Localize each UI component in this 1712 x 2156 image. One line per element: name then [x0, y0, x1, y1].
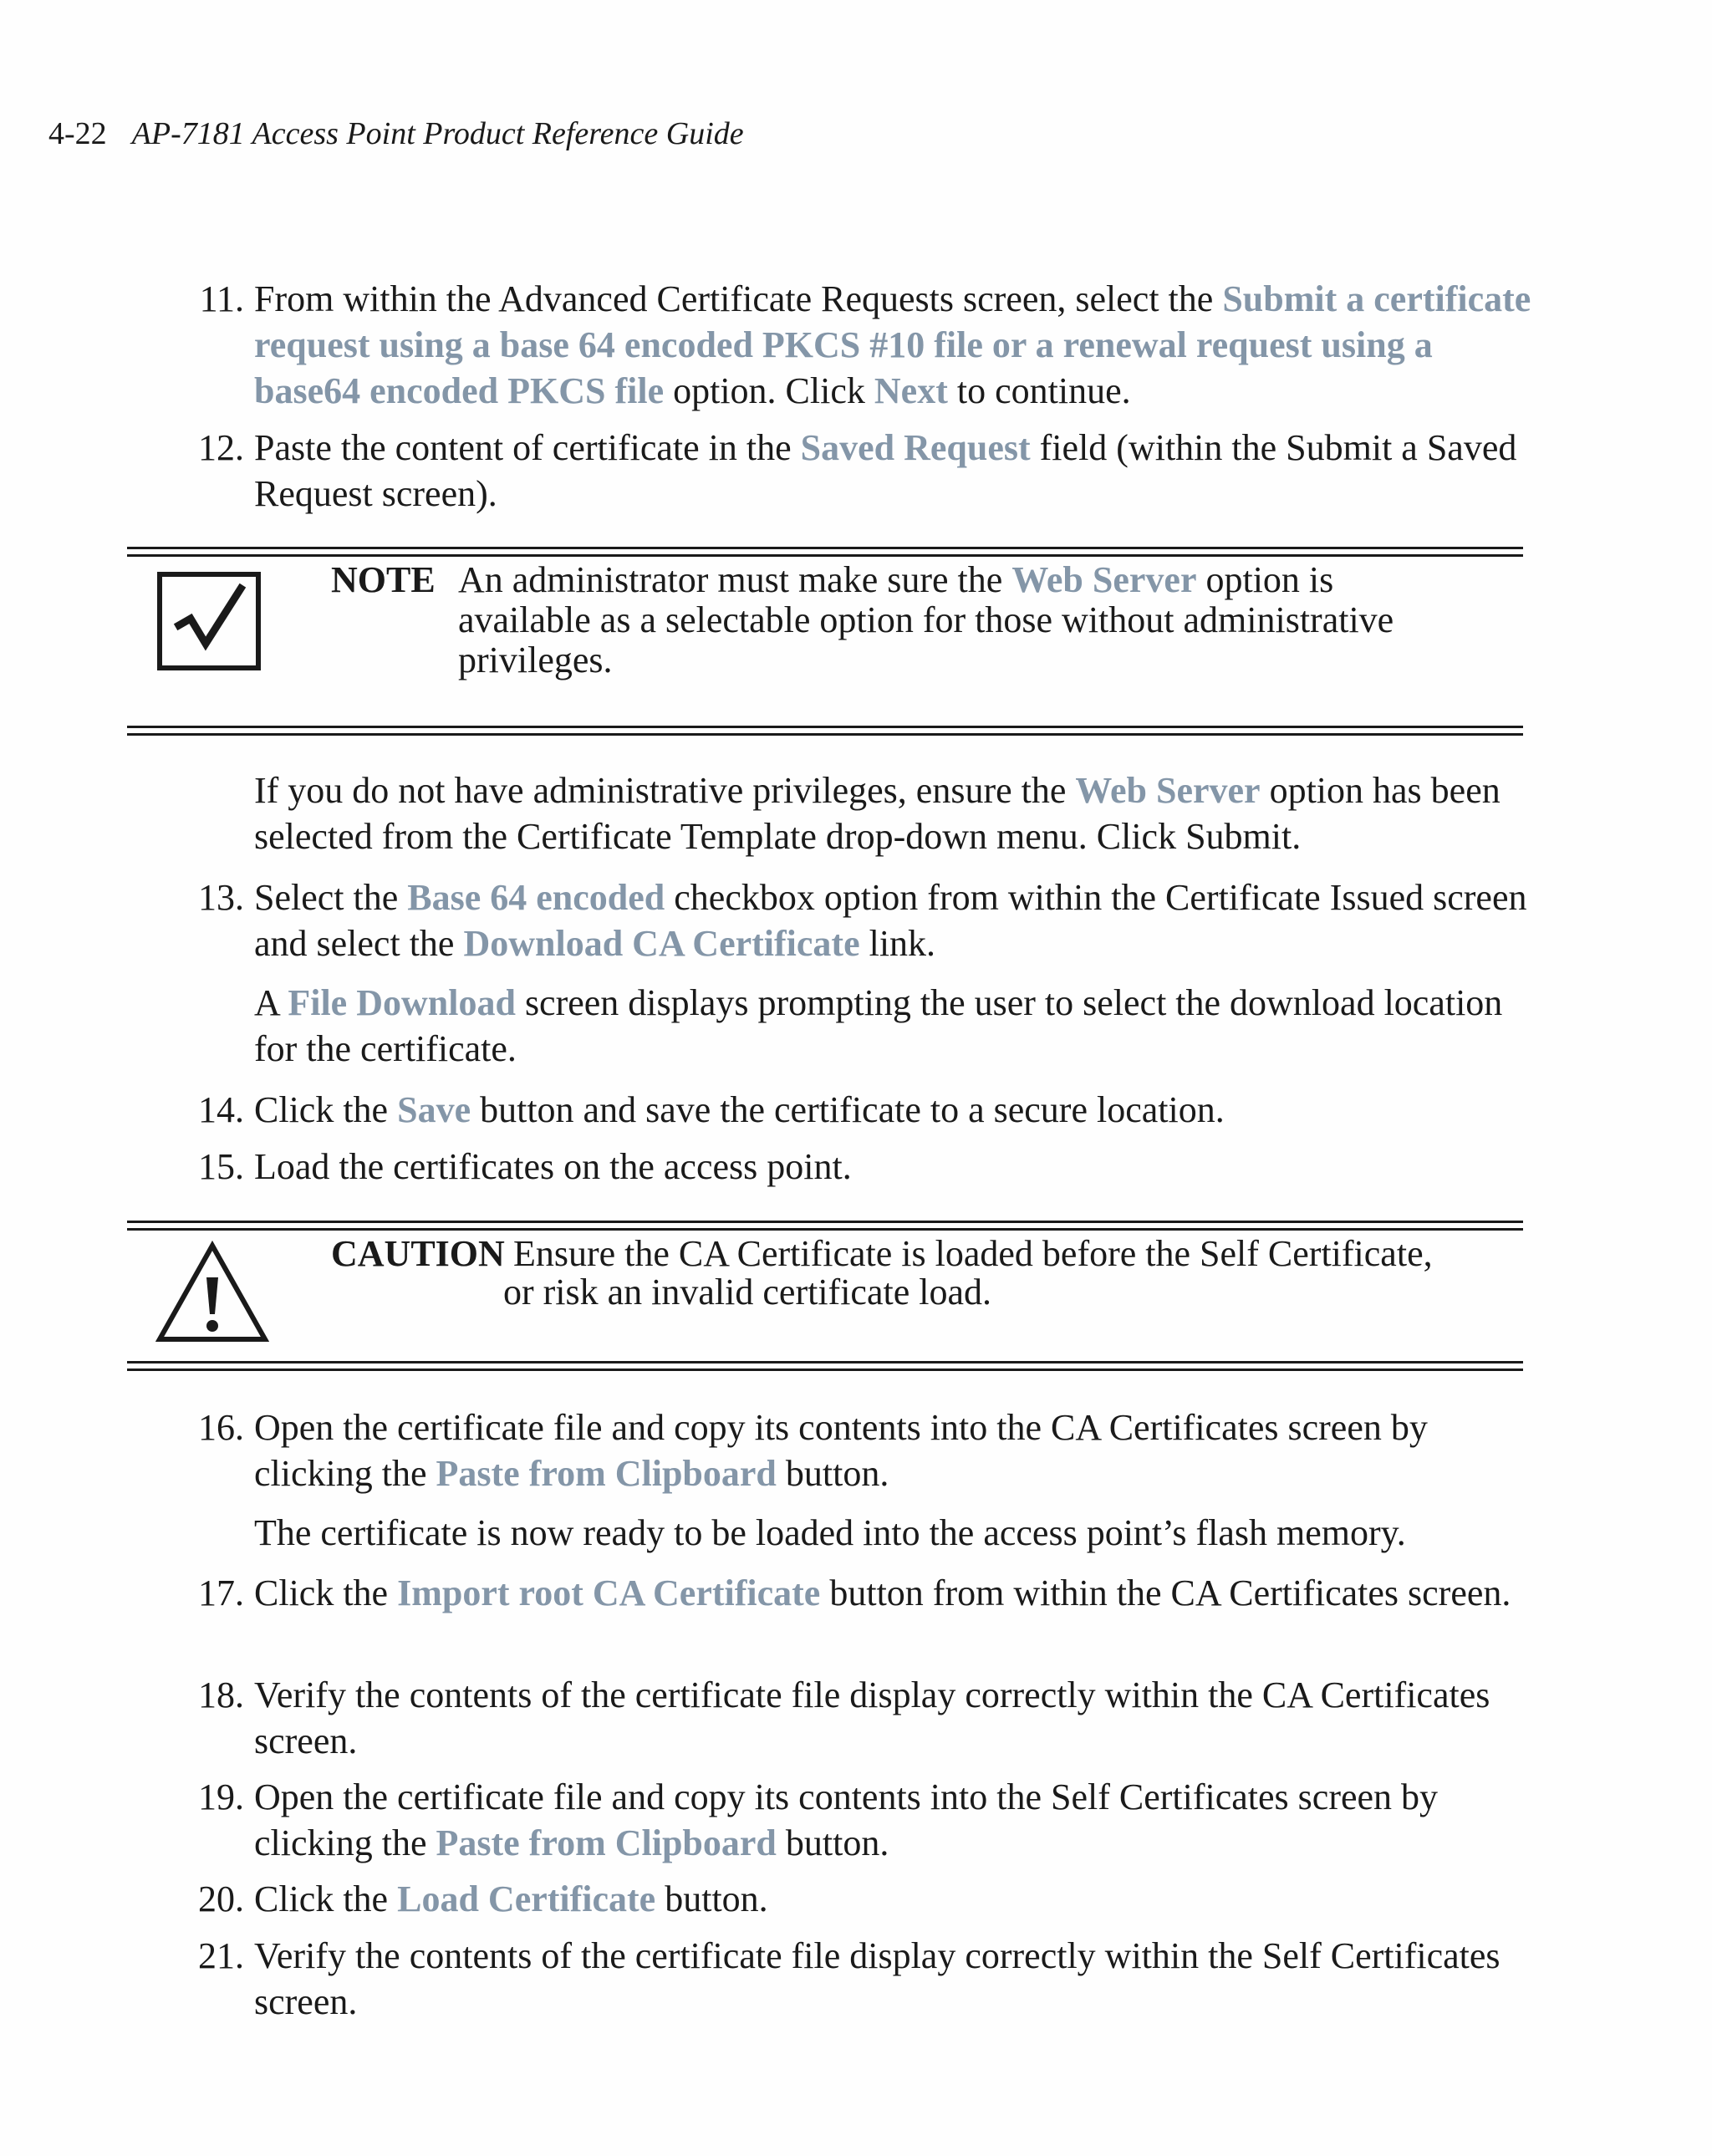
ui-reference: Paste from Clipboard: [436, 1453, 777, 1494]
ui-reference: Next: [874, 370, 948, 411]
note-top-rule: [127, 547, 1523, 557]
guide-title: AP-7181 Access Point Product Reference Guide: [131, 116, 744, 151]
file-download-paragraph: A File Download screen displays prompting the user to select the download location for the certificate.: [254, 982, 1503, 1069]
step-number: 16.: [198, 1407, 244, 1448]
step-number: 19.: [198, 1776, 244, 1817]
ui-reference: Web Server: [1075, 770, 1261, 811]
caution-label: CAUTION: [331, 1233, 505, 1274]
caution-bottom-rule: [127, 1361, 1523, 1371]
step-text: Paste the content of certificate in the Saved Request field (within the Submit a Saved Request screen).: [254, 427, 1517, 514]
step-text: Click the Save button and save the certificate to a secure location.: [254, 1089, 1225, 1130]
step-number: 11.: [199, 278, 244, 319]
note-label: NOTE: [331, 559, 436, 600]
step-text: Verify the contents of the certificate file display correctly within the CA Certificates screen.: [254, 1674, 1490, 1761]
step-text: Load the certificates on the access point.: [254, 1146, 852, 1187]
step-number: 18.: [198, 1674, 244, 1715]
page-number: 4-22: [48, 116, 107, 151]
step-text: Open the certificate file and copy its contents into the CA Certificates screen by clicking the Paste from Clipboard button.: [254, 1407, 1428, 1494]
admin-paragraph: If you do not have administrative privileges, ensure the Web Server option has been selected from the Certificate Template drop-down menu. Click Submit.: [254, 770, 1501, 857]
caution-text-line-1: Ensure the CA Certificate is loaded before the Self Certificate,: [513, 1233, 1433, 1274]
step-number: 14.: [198, 1089, 244, 1130]
ui-reference: File Download: [288, 982, 516, 1023]
step-number: 12.: [198, 427, 244, 468]
step-text: Select the Base 64 encoded checkbox option from within the Certificate Issued screen and select the Download CA Certificate link.: [254, 877, 1527, 964]
step-number: 13.: [198, 877, 244, 918]
step-text: From within the Advanced Certificate Requests screen, select the Submit a certificate request using a base 64 encoded PKCS #10 file or a renewal request using a base64 encoded PKCS file option. Click Next to continue.: [254, 278, 1531, 411]
ui-reference: Submit a certificate request using a base 64 encoded PKCS #10 file or a renewal request using a base64 encoded PKCS file: [254, 278, 1531, 411]
ui-reference: Saved Request: [800, 427, 1031, 468]
ui-reference: Download CA Certificate: [463, 923, 860, 964]
ui-reference: Import root CA Certificate: [397, 1572, 821, 1613]
step-number: 17.: [198, 1572, 244, 1613]
step-text: Click the Import root CA Certificate button from within the CA Certificates screen.: [254, 1572, 1511, 1613]
ui-reference: Paste from Clipboard: [436, 1822, 777, 1863]
step-text: Verify the contents of the certificate file display correctly within the Self Certificates screen.: [254, 1935, 1501, 2022]
step-text: Click the Load Certificate button.: [254, 1878, 768, 1919]
caution-text-line-2: or risk an invalid certificate load.: [503, 1272, 991, 1312]
step-number: 21.: [198, 1935, 244, 1976]
ui-reference: Base 64 encoded: [407, 877, 665, 918]
warning-triangle-icon: [155, 1241, 269, 1344]
ui-reference: Web Server: [1011, 559, 1197, 600]
note-bottom-rule: [127, 726, 1523, 736]
checkmark-note-icon: [157, 572, 261, 670]
step-number: 15.: [198, 1146, 244, 1187]
ui-reference: Save: [397, 1089, 471, 1130]
running-header: [48, 115, 744, 152]
step-text: Open the certificate file and copy its contents into the Self Certificates screen by clicking the Paste from Clipboard button.: [254, 1776, 1439, 1863]
ready-paragraph: The certificate is now ready to be loaded into the access point’s flash memory.: [254, 1512, 1406, 1553]
note-text: An administrator must make sure the Web Server option is available as a selectable option for those without administrative privileges.: [458, 559, 1394, 680]
step-number: 20.: [198, 1878, 244, 1919]
caution-top-rule: [127, 1221, 1523, 1231]
ui-reference: Load Certificate: [397, 1878, 656, 1919]
